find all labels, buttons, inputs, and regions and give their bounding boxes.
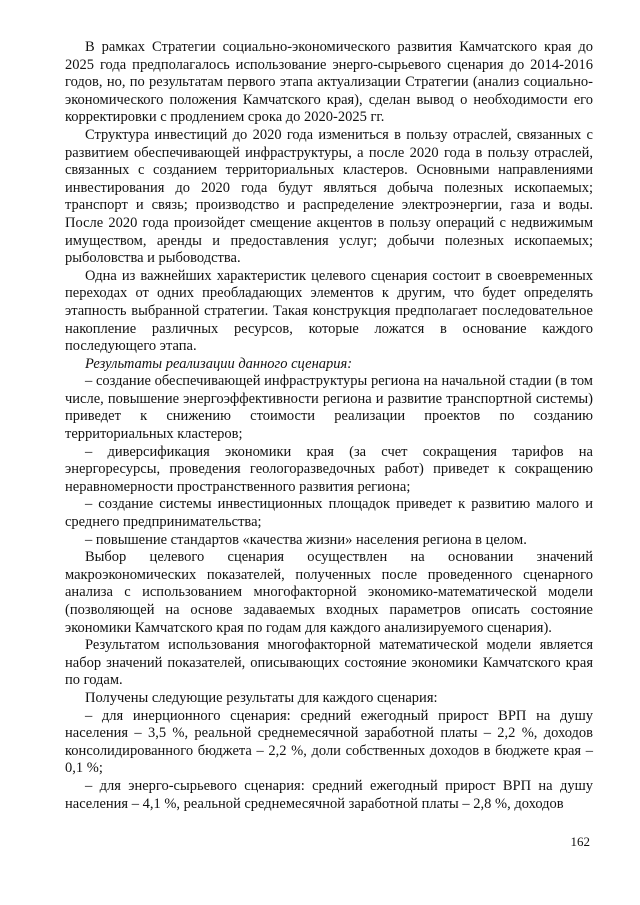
paragraph-strategy-intro: В рамках Стратегии социально-экономического развития Камчатского края до 2025 года предполагалось использование энерго-сырьевого сценария до 2014-2016 годов, но, по результатам первого этапа актуализации Стратегии (анализ социально-экономического положения Камчатского края), сделан вывод о необходимости его корректировки с продлением срока до 2020-2025 гг. <box>65 39 593 126</box>
document-body <box>65 39 593 813</box>
result-item-inertial-scenario: – для инерционного сценария: средний ежегодный прирост ВРП на душу населения – 3,5 %, реальной среднемесячной заработной платы – 2,2 %, доходов консолидированного бюджета – 2,2 %, доли собственных доходов в бюджете края – 0,1 %; <box>65 707 593 777</box>
result-item-quality-of-life: – повышение стандартов «качества жизни» населения региона в целом. <box>85 531 527 548</box>
page-number: 162 <box>570 834 590 849</box>
result-item-investment-sites: – создание системы инвестиционных площадок приведет к развитию малого и среднего предпринимательства; <box>65 496 593 531</box>
paragraph-investment-structure: Структура инвестиций до 2020 года измениться в пользу отраслей, связанных с развитием обеспечивающей инфраструктуры, а после 2020 года в пользу отраслей, связанных с созданием территориальных кластеров. Основными направлениями инвестирования до 2020 года будут являться добыча полезных ископаемых; транспорт и связь; производство и распределение электроэнергии, газа и воды. После 2020 года произойдет смещение акцентов в пользу операций с недвижимым имуществом, аренды и предоставления услуг; добычи полезных ископаемых; рыболовства и рыбоводства. <box>65 126 593 267</box>
paragraph-model-result: Результатом использования многофакторной математической модели является набор значений показателей, описывающих состояние экономики Камчатского края по годам. <box>65 637 593 689</box>
result-item-energy-scenario: – для энерго-сырьевого сценария: средний ежегодный прирост ВРП на душу населения – 4,1 %, реальной среднемесячной заработной платы – 2,8 %, доходов <box>65 777 593 812</box>
paragraph-scenario-choice: Выбор целевого сценария осуществлен на основании значений макроэкономических показателей, полученных после проведенного сценарного анализа с использованием многофакторной экономико-математической модели (позволяющей на основе задаваемых входных параметров описать состояние экономики Камчатского края по годам для каждого анализируемого сценария). <box>65 549 593 636</box>
paragraph-target-scenario: Одна из важнейших характеристик целевого сценария состоит в своевременных переходах от одних преобладающих элементов к другим, что будет определять этапность выбранной стратегии. Такая конструкция предполагает последовательное накопление различных ресурсов, которые ложатся в основание каждого последующего этапа. <box>65 267 593 355</box>
results-heading: Результаты реализации данного сценария: <box>85 355 353 372</box>
result-item-diversification: – диверсификация экономики края (за счет сокращения тарифов на энергоресурсы, проведения геологоразведочных работ) приведет к сокращению неравномерности пространственного развития региона; <box>65 443 593 495</box>
result-item-infrastructure: – создание обеспечивающей инфраструктуры региона на начальной стадии (в том числе, повышение энергоэффективности региона и развитие транспортной системы) приведет к снижению стоимости реализации проектов по созданию территориальных кластеров; <box>65 373 593 443</box>
paragraph-results-intro: Получены следующие результаты для каждого сценария: <box>85 689 438 706</box>
